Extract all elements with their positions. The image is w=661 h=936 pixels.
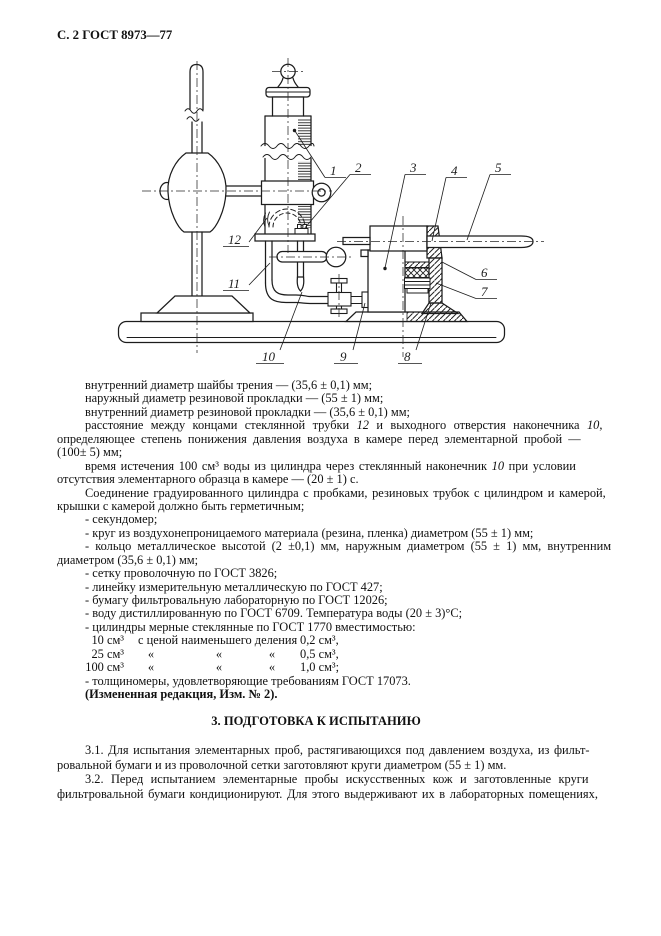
glass-tip xyxy=(297,241,304,291)
doc-line: - кольцо металлическое высотой (2 ±0,1) мм, наружным диаметром (55 ± 1) мм, внутренним xyxy=(85,539,612,554)
part-label-4: 4 xyxy=(451,163,458,178)
doc-line: - сетку проволочную по ГОСТ 3826; xyxy=(85,566,278,581)
cylinder-capacity-row: 25 см³ « « « 0,5 см³, xyxy=(91,646,339,661)
doc-line: фильтровальной бумаги кондиционируют. Для этого выдерживают их в лабораторных помещениях, xyxy=(57,787,598,802)
apparatus-figure xyxy=(0,0,661,375)
cylinder-capacity-row: 100 см³ « « « 1,0 см³; xyxy=(85,660,340,675)
cylinder-stopper xyxy=(266,64,310,116)
doc-line: определяющее степень понижения давления воздуха в камере перед элементарной пробой — xyxy=(57,431,581,446)
gasket-stack xyxy=(405,262,431,293)
graduated-cylinder xyxy=(261,116,314,234)
doc-line: - воду дистиллированную по ГОСТ 6709. Температура воды (20 ± 3)°С; xyxy=(85,606,463,621)
page-header: С. 2 ГОСТ 8973—77 xyxy=(57,28,173,42)
doc-line: - цилиндры мерные стеклянные по ГОСТ 1770 вместимостью: xyxy=(85,619,416,634)
doc-line: внутренний диаметр шайбы трения — (35,6 ± 0,1) мм; xyxy=(85,378,373,392)
outlet-fitting xyxy=(295,225,308,235)
doc-line: диаметром (35,6 ± 0,1) мм; xyxy=(57,552,199,567)
doc-line: - бумагу фильтровальную лабораторную по ГОСТ 12026; xyxy=(85,593,388,607)
doc-line: (100± 5) мм; xyxy=(57,445,123,460)
part-label-5: 5 xyxy=(495,160,502,175)
doc-line: время истечения 100 см³ воды из цилиндра через стеклянный наконечник 10 при условии xyxy=(85,458,576,473)
part-label-7: 7 xyxy=(481,284,488,299)
doc-line: отсутствия элементарного образца в камере — (20 ± 1) с. xyxy=(57,472,359,487)
cylinder-bottom-plate xyxy=(255,234,315,241)
part-label-10: 10 xyxy=(262,349,275,364)
cylinder-capacity-row: 10 см³ с ценой наименьшего деления 0,2 см³, xyxy=(91,633,339,648)
stand-rod xyxy=(185,65,203,155)
base-slab xyxy=(119,322,505,343)
doc-line: 3.2. Перед испытанием элементарные пробы искусственных кож и заготовленные круги xyxy=(85,772,589,787)
part-label-11: 11 xyxy=(228,276,241,291)
doc-line: ровальной бумаги и из проволочной сетки заготовляют круги диаметром (55 ± 1) мм. xyxy=(57,757,507,772)
part-label-2: 2 xyxy=(355,160,362,175)
part-label-9: 9 xyxy=(340,349,347,364)
amendment-note: (Измененная редакция, Изм. № 2). xyxy=(85,687,278,702)
rubber-tube xyxy=(266,241,328,304)
doc-line: 3.1. Для испытания элементарных проб, растягивающихся под давлением воздуха, из фильт- xyxy=(85,743,590,757)
part-label-3: 3 xyxy=(410,160,417,175)
doc-line: наружный диаметр резиновой прокладки — (55 ± 1) мм; xyxy=(85,391,384,406)
body-text xyxy=(57,378,612,702)
doc-line: - круг из воздухонепроницаемого материала (резина, пленка) диаметром (55 ± 1) мм; xyxy=(85,525,534,540)
doc-line: расстояние между концами стеклянной трубки 12 и выходного отверстия наконечника 10, xyxy=(85,418,603,433)
doc-line: крышки с камерой должно быть герметичным; xyxy=(57,498,305,513)
part-label-6: 6 xyxy=(481,265,488,280)
doc-line: внутренний диаметр резиновой прокладки — (35,6 ± 0,1) мм; xyxy=(85,404,410,419)
doc-line: - линейку измерительную металлическую по ГОСТ 427; xyxy=(85,579,383,594)
doc-line: Соединение градуированного цилиндра с пробками, резиновых трубок с цилиндром и камерой, xyxy=(85,485,606,500)
part-label-8: 8 xyxy=(404,349,411,364)
body-text-section-3 xyxy=(57,743,605,802)
cylinder-collar xyxy=(262,181,331,205)
section-heading: 3. ПОДГОТОВКА К ИСПЫТАНИЮ xyxy=(211,714,421,728)
doc-line: - секундомер; xyxy=(85,512,158,527)
part-label-12: 12 xyxy=(228,232,241,247)
part-label-1: 1 xyxy=(330,163,337,178)
doc-line: - толщиномеры, удовлетворяющие требованиям ГОСТ 17073. xyxy=(85,673,411,688)
screw-clamp xyxy=(328,279,369,314)
